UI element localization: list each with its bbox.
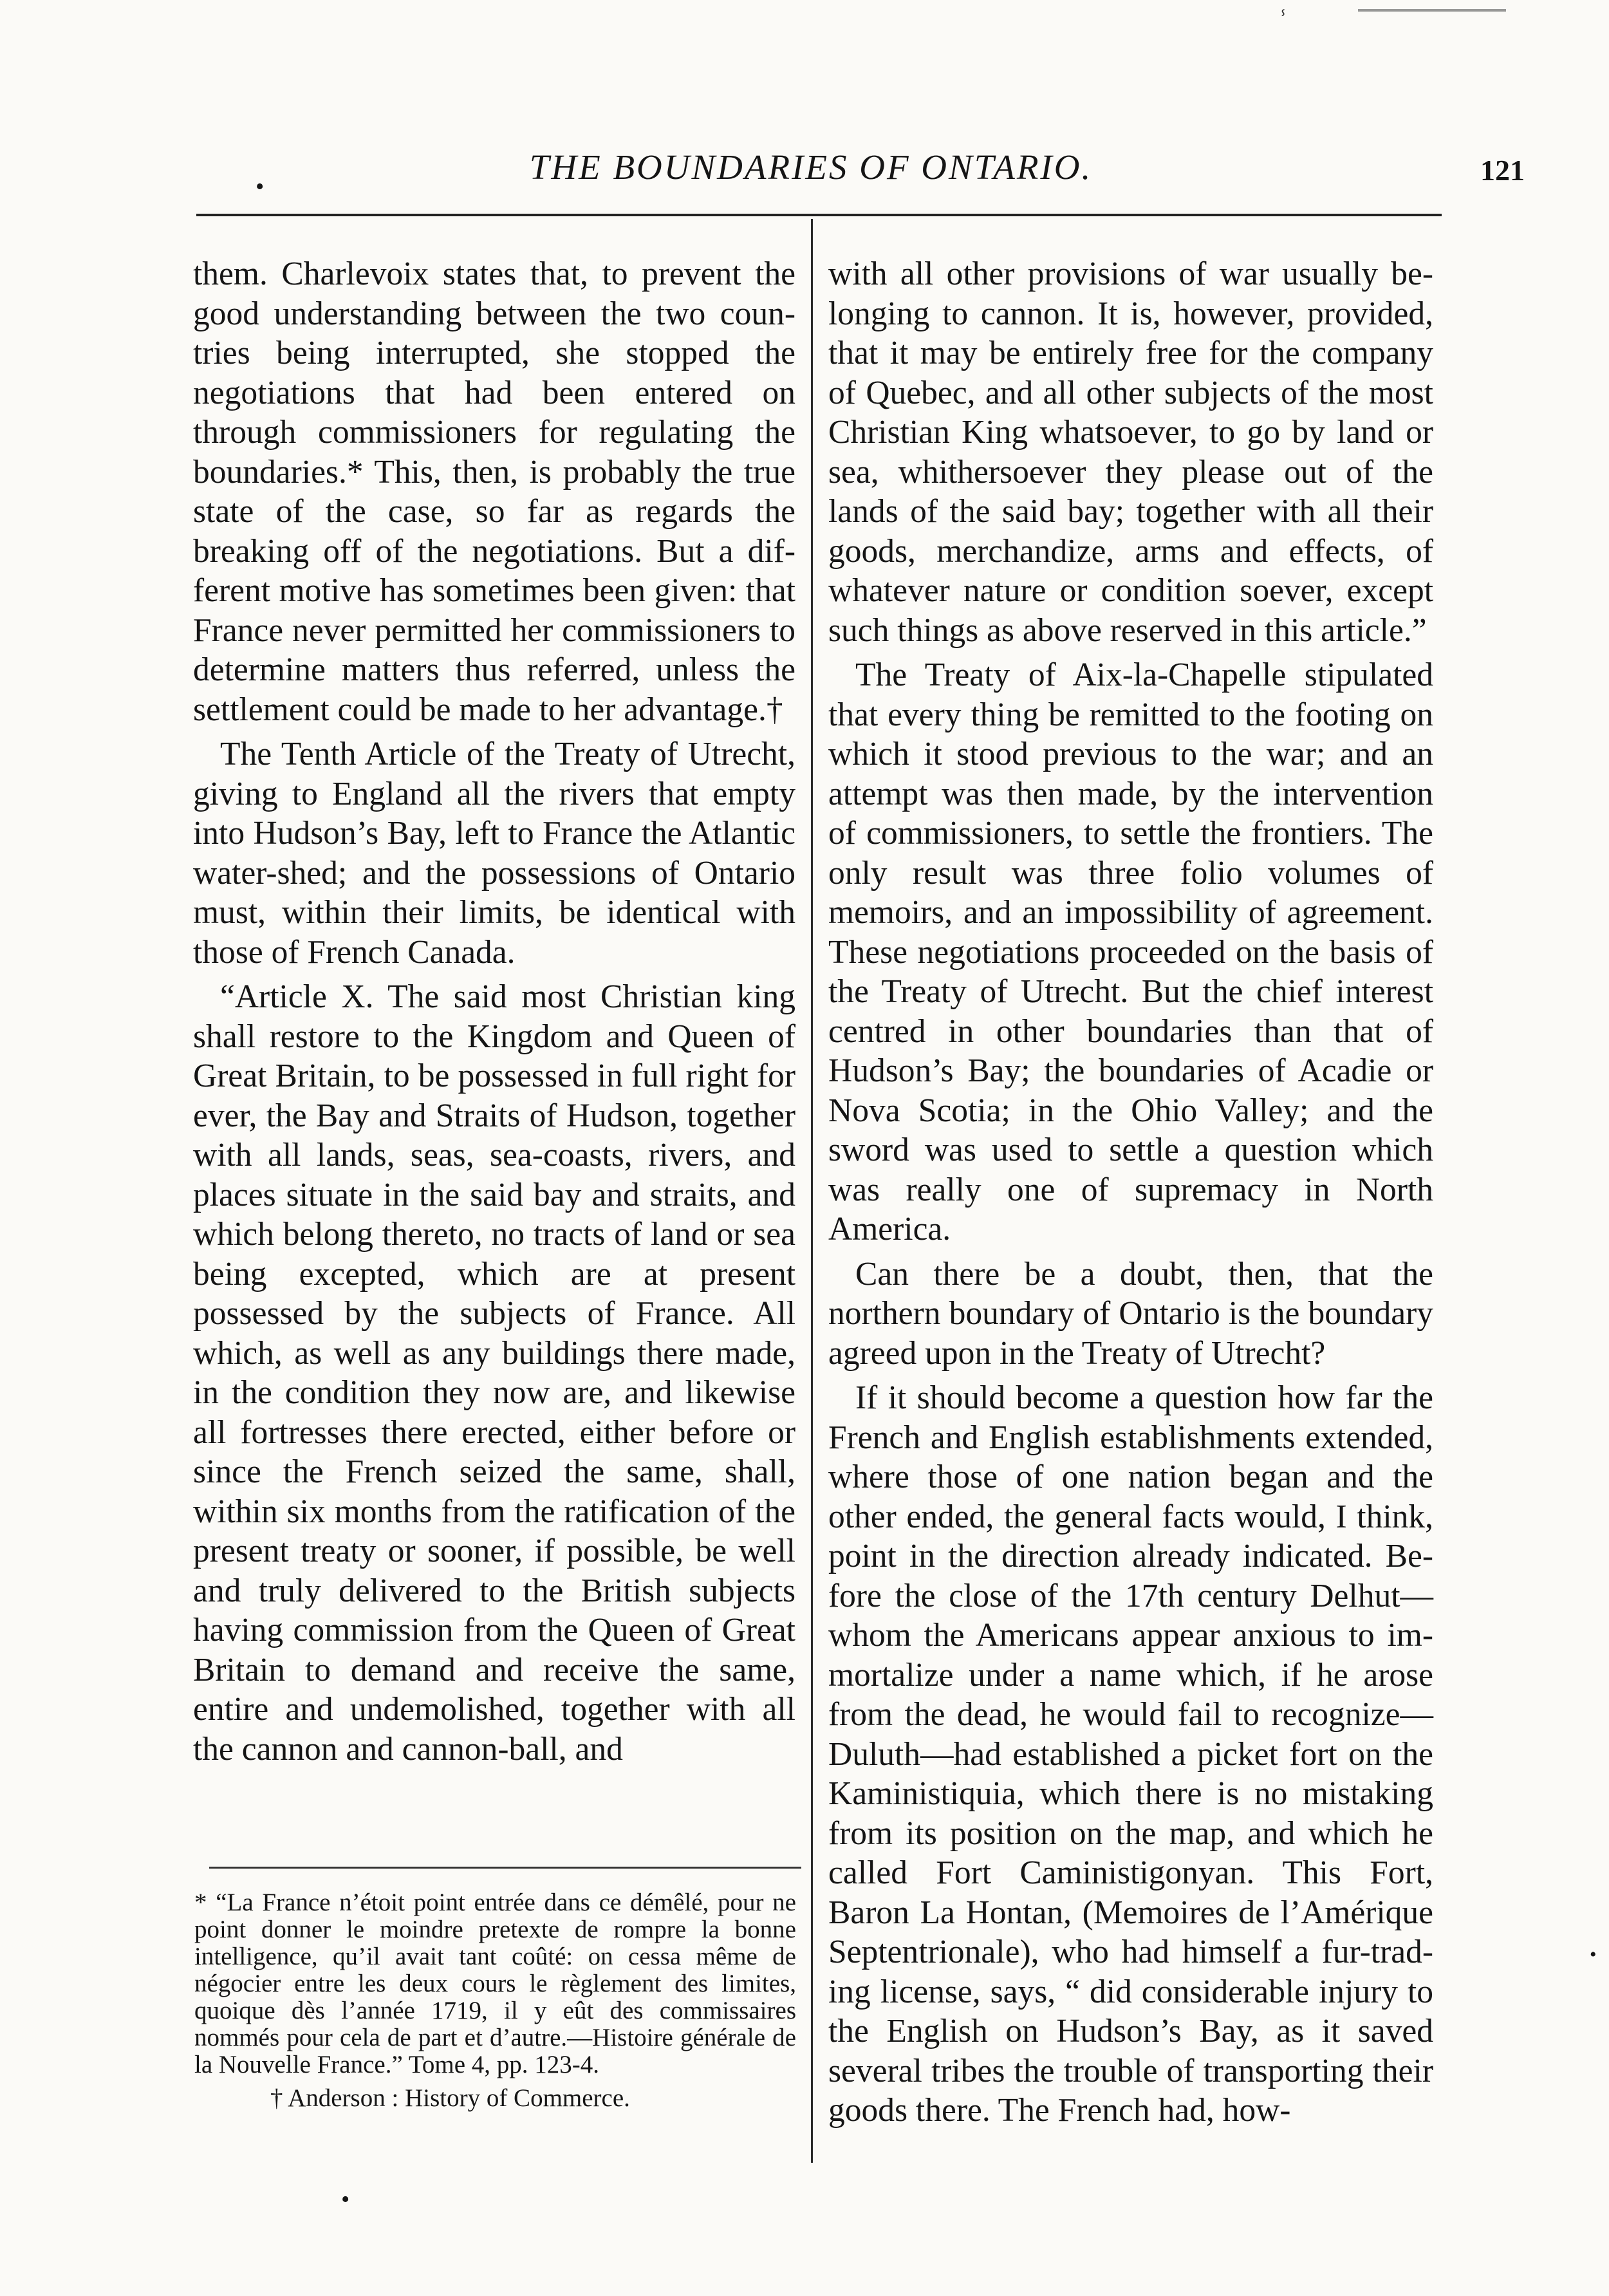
- footnote-rule: [209, 1867, 801, 1869]
- header-rule: [196, 214, 1442, 216]
- right-column: [828, 254, 1433, 2136]
- left-column: [193, 254, 795, 1774]
- paragraph: If it should become a question how far the French and English establishments extended, where those of one nation began and the other ended, the general facts would, I think, point in the direction already indicated. Before the close of the 17th century Delhut—whom the Americans appear anxious to immortalize under a name which, if he arose from the dead, he would fail to recognize—Duluth—had established a picket fort on the Kaministiquia, which there is no mistaking from its position on the map, and which he called Fort Caministigonyan. This Fort, Baron La Hontan, (Memoires de l’Amérique Septentrionale), who had himself a fur-trading license, says, “ did considerable injury to the English on Hudson’s Bay, as it saved several tribes the trouble of transporting their goods there. The French had, how-: [828, 1379, 1433, 2129]
- paragraph: them. Charlevoix states that, to prevent the good understanding between the two countries being interrupted, she stopped the negotiations that had been entered on through commissioners for regulating the boundaries.* This, then, is probably the true state of the case, so far as regards the breaking off of the negotiations. But a different motive has sometimes been given: that France never permitted her commissioners to determine matters thus referred, unless the settlement could be made to her advantage.†: [193, 256, 795, 728]
- paragraph: The Tenth Article of the Treaty of Utrecht, giving to England all the rivers that empty into Hudson’s Bay, left to France the Atlantic water-shed; and the possessions of Ontario must, within their limits, be identical with those of French Canada.: [193, 736, 795, 971]
- running-head-title: THE BOUNDARIES OF ONTARIO.: [529, 147, 1093, 187]
- margin-speck: •: [1590, 1944, 1597, 1965]
- footnote-anderson: † Anderson : History of Commerce.: [270, 2084, 630, 2112]
- header-dot: •: [256, 173, 265, 200]
- paragraph: with all other provisions of war usually belonging to cannon. It is, however, provided, that it may be entirely free for the company of Quebec, and all other subjects of the most Christian King whatsoever, to go by land or sea, whithersoever they please out of the lands of the said bay; together with all their goods, merchandize, arms and effects, of whatever nature or condition soever, except such things as above reserved in this article.”: [828, 256, 1433, 649]
- scan-tick-mark: ⸯ: [1278, 12, 1289, 33]
- column-divider: [811, 219, 813, 2163]
- footnotes: [194, 1889, 796, 2118]
- paragraph: The Treaty of Aix-la-Chapelle stipulated that every thing be remitted to the footing on which it stood previous to the war; and an attempt was then made, by the intervention of commissioners, to settle the frontiers. The only result was three folio volumes of memoirs, and an impossibility of agreement. These negotiations proceeded on the basis of the Treaty of Utrecht. But the chief interest centred in other boundaries than that of Hudson’s Bay; the boundaries of Acadie or Nova Scotia; in the Ohio Valley; and the sword was used to settle a question which was really one of supremacy in North America.: [828, 657, 1433, 1247]
- page-number: 121: [1480, 154, 1525, 187]
- paragraph: “Article X. The said most Christian king shall restore to the Kingdom and Queen of Great Britain, to be possessed in full right for ever, the Bay and Straits of Hudson, together with all lands, seas, sea-coasts, rivers, and places situate in the said bay and straits, and which belong thereto, no tracts of land or sea being excepted, which are at present possessed by the subjects of France. All which, as well as any buildings there made, in the condition they now are, and likewise all fortresses there erected, either before or since the French seized the same, shall, within six months from the ratification of the present treaty or sooner, if possible, be well and truly delivered to the British subjects having commission from the Queen of Great Britain to demand and receive the same, entire and undemolished, together with all the cannon and cannon-ball, and: [193, 978, 795, 1768]
- footnote-charlevoix: * “La France n’étoit point entrée dans ce démêlé, pour ne point donner le moindre pretexte de rompre la bonne intelligence, qu’il avait tant coûté: on cessa même de négocier entre les deux cours le règlement des limites, quoique dès l’année 1719, il y eût des commissaires nommés pour cela de part et d’autre.—Histoire générale de la Nouvelle France.” Tome 4, pp. 123-4.: [194, 1889, 796, 2078]
- scan-edge-mark: [1358, 9, 1506, 12]
- footer-dot: •: [341, 2186, 350, 2213]
- paragraph: Can there be a doubt, then, that the northern boundary of Ontario is the boundary agreed upon in the Treaty of Utrecht?: [828, 1255, 1433, 1372]
